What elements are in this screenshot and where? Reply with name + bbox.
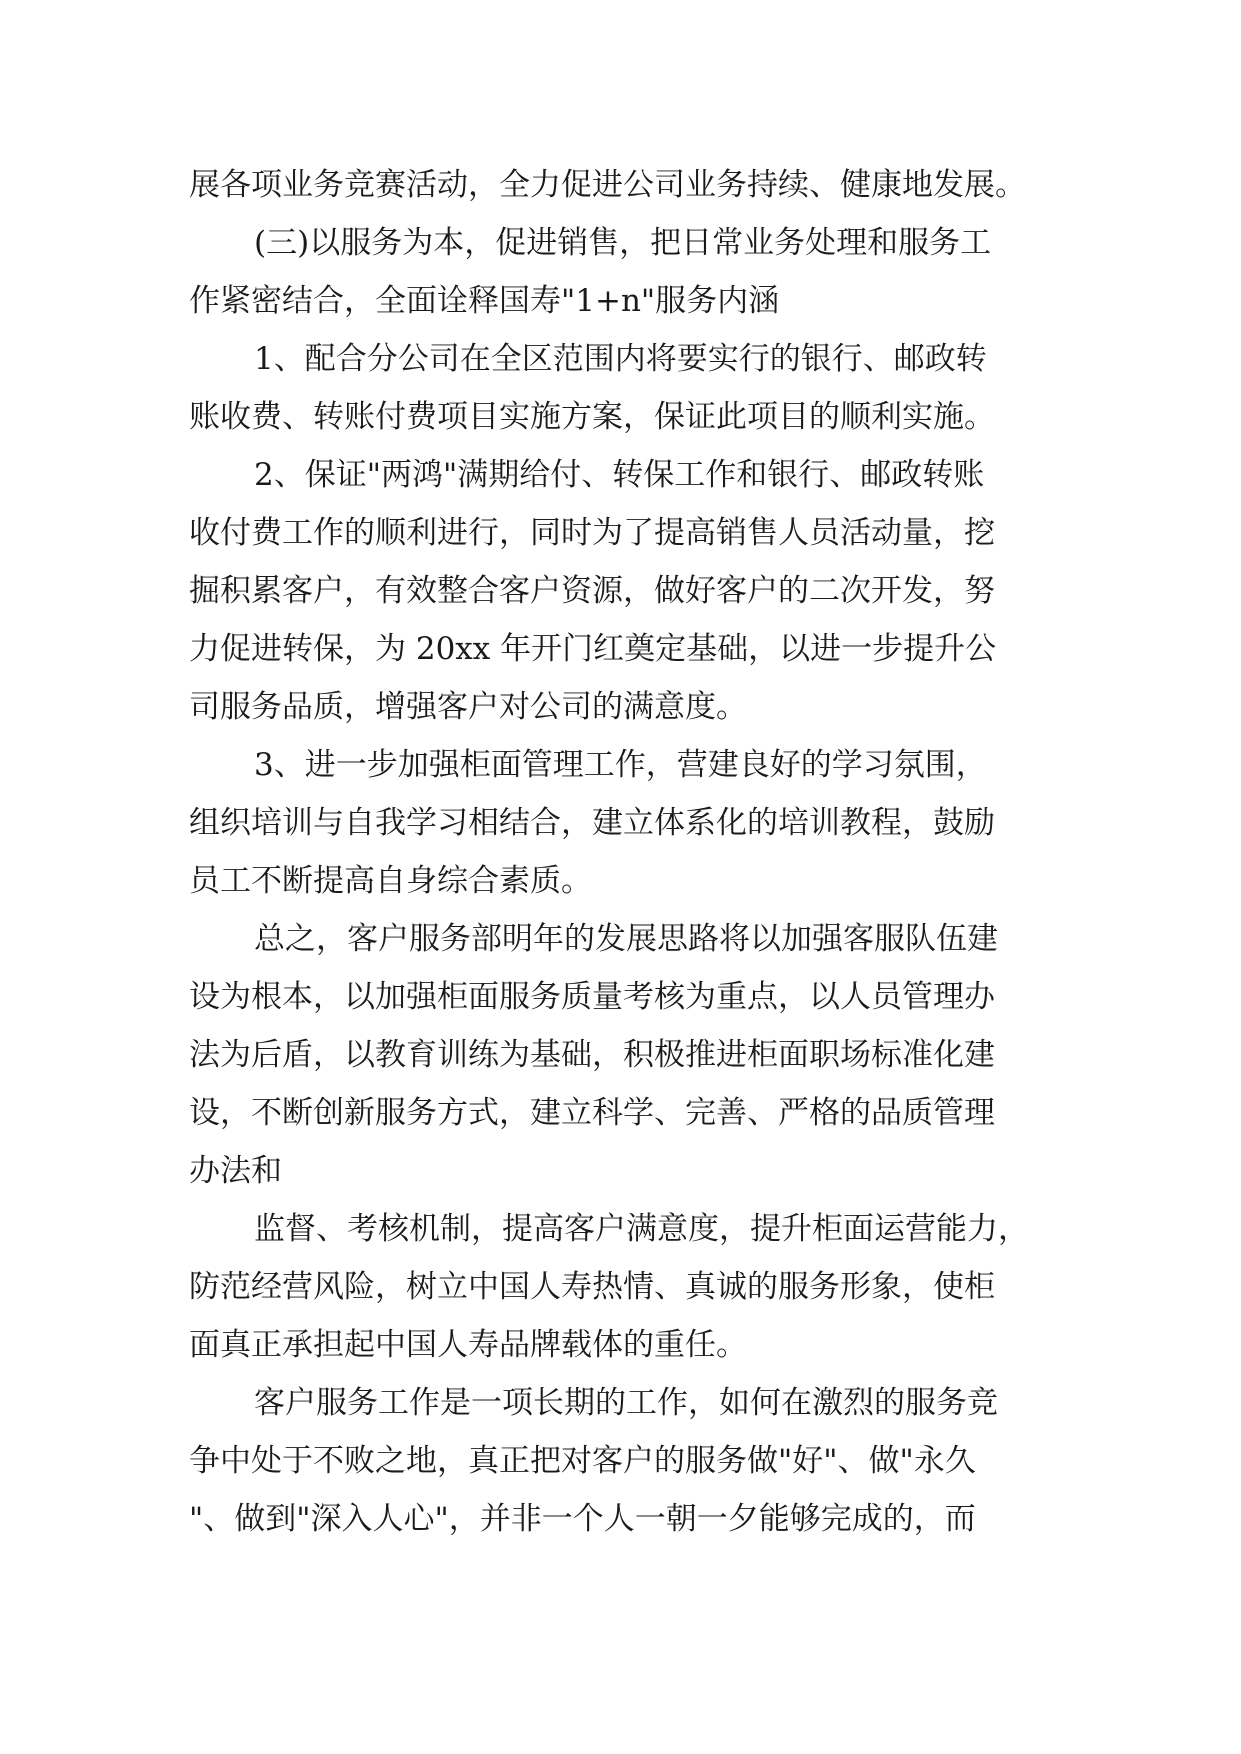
text-line: 争中处于不败之地，真正把对客户的服务做"好"、做"永久 xyxy=(189,1443,976,1479)
text-line: 面真正承担起中国人寿品牌载体的重任。 xyxy=(189,1327,747,1363)
text-line: 办法和 xyxy=(189,1153,282,1189)
text-line: 客户服务工作是一项长期的工作，如何在激烈的服务竞 xyxy=(254,1385,998,1421)
text-line: 力促进转保，为 20xx 年开门红奠定基础，以进一步提升公 xyxy=(189,631,997,667)
text-line: 作紧密结合，全面诠释国寿"1+n"服务内涵 xyxy=(189,283,780,319)
text-line: 监督、考核机制，提高客户满意度，提升柜面运营能力， xyxy=(254,1211,1029,1247)
text-line: (三)以服务为本，促进销售，把日常业务处理和服务工 xyxy=(254,225,992,261)
text-line: 设为根本，以加强柜面服务质量考核为重点，以人员管理办 xyxy=(189,979,995,1015)
text-line: "、做到"深入人心"，并非一个人一朝一夕能够完成的，而 xyxy=(189,1501,976,1537)
text-line: 3、进一步加强柜面管理工作，营建良好的学习氛围， xyxy=(254,747,987,783)
text-line: 组织培训与自我学习相结合，建立体系化的培训教程，鼓励 xyxy=(189,805,995,841)
text-line: 总之，客户服务部明年的发展思路将以加强客服队伍建 xyxy=(254,921,998,957)
text-line: 2、保证"两鸿"满期给付、转保工作和银行、邮政转账 xyxy=(254,457,985,493)
text-line: 展各项业务竞赛活动，全力促进公司业务持续、健康地发展。 xyxy=(189,167,1026,203)
text-line: 防范经营风险，树立中国人寿热情、真诚的服务形象，使柜 xyxy=(189,1269,995,1305)
text-line: 1、配合分公司在全区范围内将要实行的银行、邮政转 xyxy=(254,341,987,377)
text-line: 司服务品质，增强客户对公司的满意度。 xyxy=(189,689,747,725)
text-line: 法为后盾，以教育训练为基础，积极推进柜面职场标准化建 xyxy=(189,1037,995,1073)
text-line: 掘积累客户，有效整合客户资源，做好客户的二次开发，努 xyxy=(189,573,995,609)
text-line: 员工不断提高自身综合素质。 xyxy=(189,863,592,899)
text-line: 账收费、转账付费项目实施方案，保证此项目的顺利实施。 xyxy=(189,399,995,435)
text-line: 收付费工作的顺利进行，同时为了提高销售人员活动量，挖 xyxy=(189,515,995,551)
text-line: 设，不断创新服务方式，建立科学、完善、严格的品质管理 xyxy=(189,1095,995,1131)
